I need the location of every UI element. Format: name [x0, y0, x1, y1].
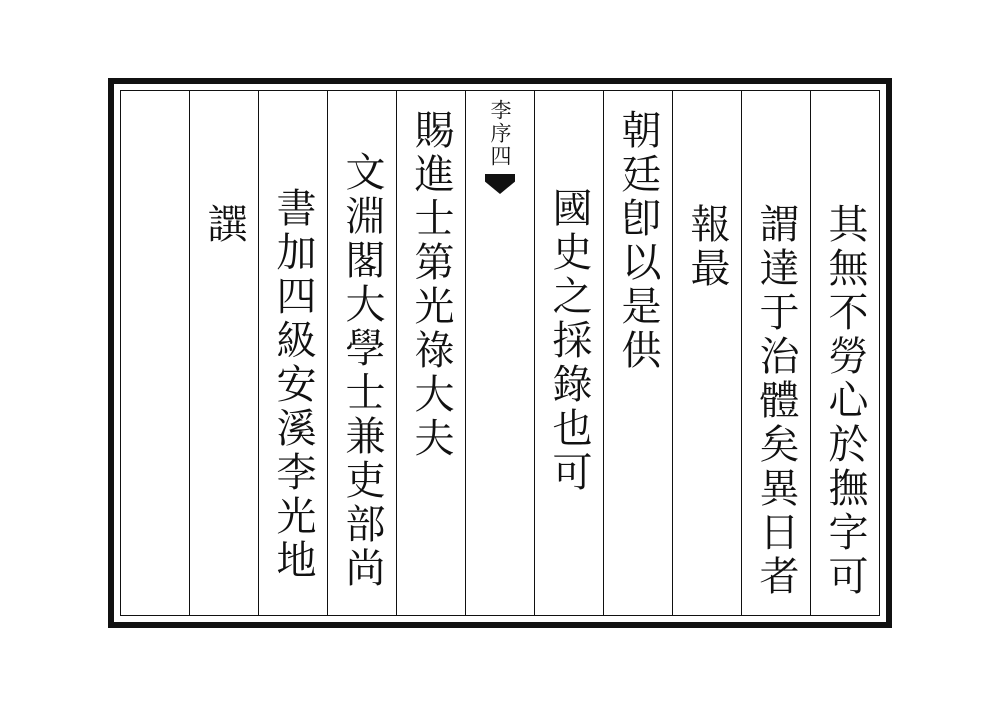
page-frame-inner — [120, 90, 880, 616]
text-column — [327, 91, 396, 615]
fishtail-mark-icon — [485, 174, 515, 194]
text-column-grid — [121, 91, 879, 615]
chapter-heading-column — [465, 91, 534, 615]
column-text: 譔 — [201, 203, 247, 247]
text-column — [672, 91, 741, 615]
blank-column — [121, 91, 189, 615]
column-text: 文淵閣大學士兼吏部尚 — [339, 151, 385, 591]
text-column — [396, 91, 465, 615]
text-column — [603, 91, 672, 615]
page-frame-outer — [108, 78, 892, 628]
column-text: 賜進士第光祿大夫 — [408, 109, 454, 461]
text-column — [741, 91, 810, 615]
column-text: 謂達于治體矣異日者 — [753, 203, 799, 599]
column-text: 書加四級安溪李光地 — [270, 187, 316, 583]
text-column — [189, 91, 258, 615]
chapter-heading-text: 李序四 — [488, 99, 513, 168]
text-column — [534, 91, 603, 615]
column-text: 朝廷卽以是供 — [615, 109, 661, 373]
column-text: 國史之採錄也可 — [546, 187, 592, 495]
text-column — [258, 91, 327, 615]
text-column — [810, 91, 879, 615]
column-text: 其無不勞心於撫字可 — [822, 203, 868, 599]
column-text: 報最 — [684, 203, 730, 291]
